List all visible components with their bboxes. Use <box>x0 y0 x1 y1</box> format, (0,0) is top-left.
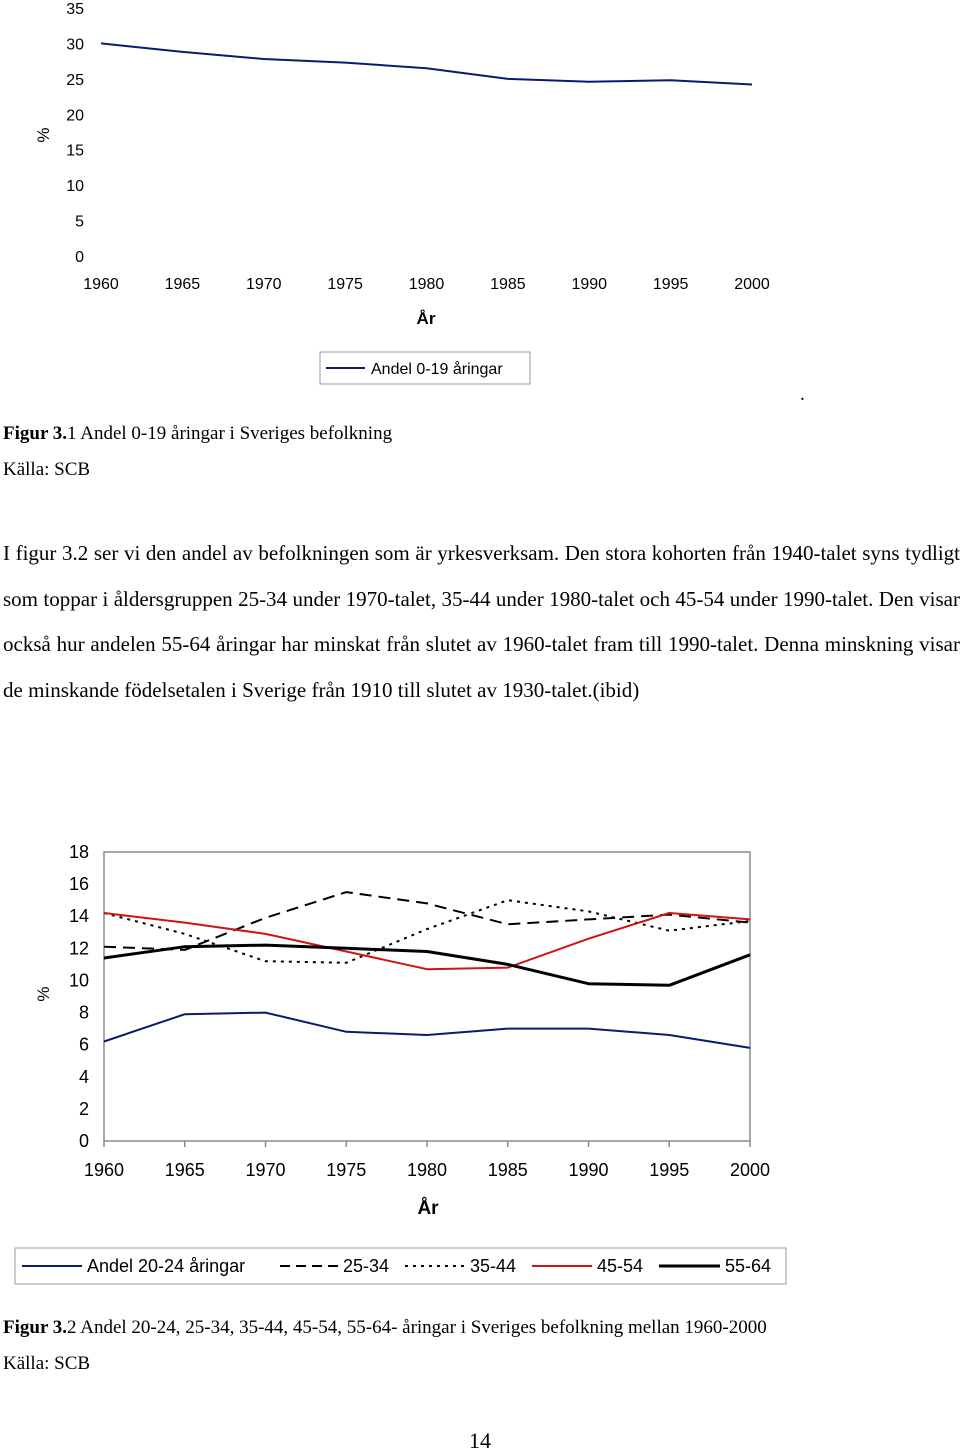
x-tick-label: 1970 <box>245 276 282 293</box>
x-tick-labels <box>84 1160 770 1180</box>
y-tick-label: 2 <box>78 1098 89 1119</box>
figure1-source: Källa: SCB <box>3 459 91 480</box>
x-tick-label: 1965 <box>164 276 201 293</box>
y-tick-label: 0 <box>78 1131 89 1151</box>
y-tick-label: 30 <box>66 36 84 54</box>
x-tick-label: 1995 <box>652 276 689 293</box>
y-tick-label: 10 <box>68 970 89 991</box>
y-tick-label: 10 <box>66 178 84 196</box>
figure1-caption-text: 1 Andel 0-19 åringar i Sveriges befolkning <box>67 423 393 444</box>
x-tick-label: 1975 <box>327 276 363 293</box>
x-tick-label: 1985 <box>487 1160 528 1180</box>
series-lines <box>104 892 750 1048</box>
legend-label-andel-0-19: Andel 0-19 åringar <box>371 361 503 378</box>
y-tick-label: 25 <box>66 71 84 89</box>
legend-label-20-24: Andel 20-24 åringar <box>87 1256 246 1276</box>
y-tick-label: 18 <box>68 842 89 862</box>
page-number: 14 <box>469 1428 491 1453</box>
series-line-55-64 <box>104 945 750 985</box>
y-tick-label: 14 <box>68 906 89 927</box>
x-tick-label: 2000 <box>734 276 770 293</box>
series-line-andel-0-19-ringar <box>101 43 752 84</box>
x-axis-label: År <box>416 309 436 328</box>
series-lines <box>101 43 752 84</box>
chart-andel-0-19 <box>0 0 960 395</box>
legend-label-35-44: 35-44 <box>470 1256 517 1276</box>
legend <box>15 1248 786 1284</box>
series-line-25-34 <box>104 892 750 950</box>
figure2-caption-text: 2 Andel 20-24, 25-34, 35-44, 45-54, 55-64- åringar i Sveriges befolkning mellan 1960-2000 <box>67 1317 767 1338</box>
x-tick-label: 1965 <box>164 1160 205 1180</box>
y-tick-label: 0 <box>75 249 84 266</box>
y-tick-label: 5 <box>75 213 84 231</box>
x-tick-label: 1970 <box>245 1160 286 1180</box>
y-tick-label: 12 <box>68 938 89 959</box>
legend-label-45-54: 45-54 <box>597 1256 644 1276</box>
y-axis-label: % <box>34 986 53 1002</box>
figure1-caption-label: Figur 3. <box>3 423 68 444</box>
legend-label-25-34: 25-34 <box>343 1256 390 1276</box>
x-axis-label: År <box>417 1198 439 1219</box>
x-tick-label: 1980 <box>406 1160 448 1180</box>
figure1-caption <box>3 423 392 445</box>
chart-yrkesverksamma <box>0 820 960 1300</box>
y-tick-label: 16 <box>68 874 89 895</box>
x-tick-marks <box>104 1141 750 1147</box>
y-tick-label: 20 <box>66 107 84 125</box>
x-tick-label: 1960 <box>83 276 119 293</box>
legend <box>320 352 530 384</box>
figure2-source: Källa: SCB <box>3 1353 91 1374</box>
x-tick-label: 1975 <box>326 1160 367 1180</box>
y-tick-labels <box>69 842 89 1151</box>
legend-label-55-64: 55-64 <box>725 1256 772 1276</box>
y-tick-label: 15 <box>66 142 84 160</box>
y-tick-label: 4 <box>78 1066 89 1087</box>
x-tick-label: 1990 <box>571 276 608 293</box>
x-tick-label: 1980 <box>408 276 445 293</box>
y-tick-label: 6 <box>78 1034 89 1055</box>
x-tick-label: 1985 <box>490 276 526 293</box>
series-line-35-44 <box>104 900 750 963</box>
stray-mark: . <box>800 384 805 405</box>
x-tick-labels <box>83 276 770 293</box>
body-paragraph: I figur 3.2 ser vi den andel av befolkningen som är yrkesverksam. Den stora kohorten från 1940-talet syns tydligt som toppar i åldersgruppen 25-34 under 1970-talet, 35-44 under 1980-talet och 45-54 under 1990-talet. Den visar också hur andelen 55-64 åringar har minskat från slutet av 1960-talet fram till 1990-talet. Denna minskning visar de minskande födelsetalen i Sverige från 1910 till slutet av 1930-talet.(ibid) <box>3 541 960 702</box>
y-tick-labels <box>66 1 84 266</box>
series-line-45-54 <box>104 913 750 969</box>
y-tick-label: 35 <box>66 1 84 18</box>
x-tick-label: 2000 <box>729 1160 771 1180</box>
y-axis-label: % <box>34 127 53 143</box>
series-line-andel-20-24-ringar <box>104 1013 750 1048</box>
figure2-caption-label: Figur 3. <box>3 1317 68 1338</box>
x-tick-label: 1960 <box>83 1160 125 1180</box>
x-tick-label: 1995 <box>649 1160 690 1180</box>
figure2-caption <box>3 1317 767 1339</box>
plot-area-frame <box>104 852 750 1141</box>
y-tick-label: 8 <box>78 1002 89 1023</box>
x-tick-label: 1990 <box>568 1160 609 1180</box>
